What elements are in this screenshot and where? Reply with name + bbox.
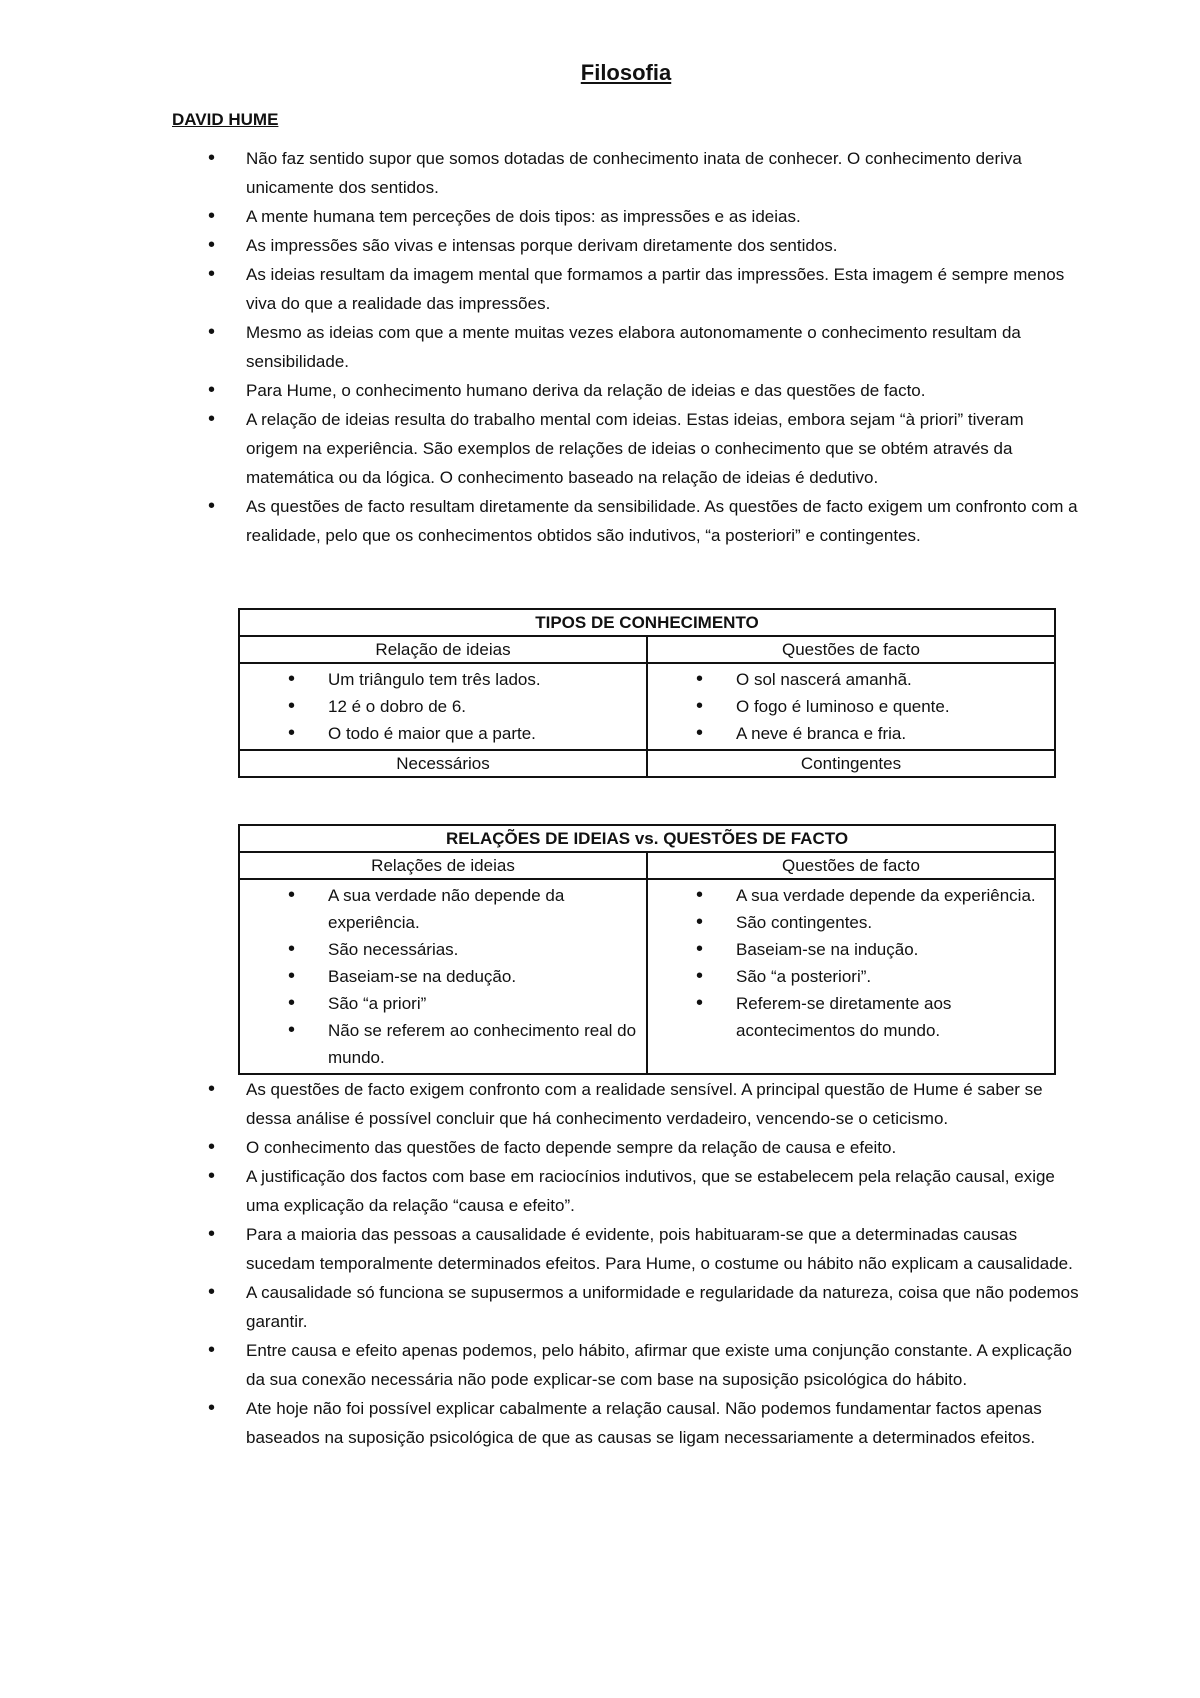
list-item: • A sua verdade depende da experiência. bbox=[736, 882, 1048, 909]
list-item: • As ideias resultam da imagem mental que formamos a partir das impressões. Esta imagem é sempre menos viva do que a realidade das impressões. bbox=[246, 260, 1080, 318]
list-item: • A sua verdade não depende da experiência. bbox=[328, 882, 640, 936]
page-title: Filosofia bbox=[580, 60, 672, 85]
list-item: • As questões de facto resultam diretamente da sensibilidade. As questões de facto exigem um confronto com a realidade, pelo que os conhecimentos obtidos são indutivos, “a posteriori” e contingentes. bbox=[246, 492, 1080, 550]
list-item: • 12 é o dobro de 6. bbox=[328, 693, 640, 720]
list-item: • Referem-se diretamente aos acontecimentos do mundo. bbox=[736, 990, 1048, 1044]
list-item: • O fogo é luminoso e quente. bbox=[736, 693, 1048, 720]
table-cell-right bbox=[647, 879, 1055, 1074]
table-title: RELAÇÕES DE IDEIAS vs. QUESTÕES DE FACTO bbox=[239, 825, 1055, 852]
list-item: • A mente humana tem perceções de dois tipos: as impressões e as ideias. bbox=[246, 202, 1080, 231]
list-item: • Ate hoje não foi possível explicar cabalmente a relação causal. Não podemos fundamentar factos apenas baseados na suposição psicológica de que as causas se ligam necessariamente a determinados efeitos. bbox=[246, 1394, 1080, 1452]
list-item: • O conhecimento das questões de facto depende sempre da relação de causa e efeito. bbox=[246, 1133, 1080, 1162]
list-item: • A relação de ideias resulta do trabalho mental com ideias. Estas ideias, embora sejam “à priori” tiveram origem na experiência. São exemplos de relações de ideias o conhecimento que se obtém através da matemática ou da lógica. O conhecimento baseado na relação de ideias é dedutivo. bbox=[246, 405, 1080, 492]
knowledge-types-table bbox=[238, 608, 1056, 778]
section-heading: DAVID HUME bbox=[172, 110, 279, 129]
list-item: • Mesmo as ideias com que a mente muitas vezes elabora autonomamente o conhecimento resultam da sensibilidade. bbox=[246, 318, 1080, 376]
list-item: • A justificação dos factos com base em raciocínios indutivos, que se estabelecem pela relação causal, exige uma explicação da relação “causa e efeito”. bbox=[246, 1162, 1080, 1220]
list-item: • Não faz sentido supor que somos dotadas de conhecimento inata de conhecer. O conhecimento deriva unicamente dos sentidos. bbox=[246, 144, 1080, 202]
list-item: • Entre causa e efeito apenas podemos, pelo hábito, afirmar que existe uma conjunção constante. A explicação da sua conexão necessária não pode explicar-se com base na suposição psicológica do hábito. bbox=[246, 1336, 1080, 1394]
table-cell-right bbox=[647, 663, 1055, 750]
list-item: • São contingentes. bbox=[736, 909, 1048, 936]
closing-bullet-list bbox=[172, 1075, 1080, 1452]
table-cell-left bbox=[239, 879, 647, 1074]
column-header-left: Relação de ideias bbox=[239, 636, 647, 663]
table-footer-right: Contingentes bbox=[647, 750, 1055, 777]
table-cell-left bbox=[239, 663, 647, 750]
list-item: • São “a priori” bbox=[328, 990, 640, 1017]
list-item: • Para a maioria das pessoas a causalidade é evidente, pois habituaram-se que a determinadas causas sucedam temporalmente determinados efeitos. Para Hume, o costume ou hábito não explicam a causalidade. bbox=[246, 1220, 1080, 1278]
list-item: • As questões de facto exigem confronto com a realidade sensível. A principal questão de Hume é saber se dessa análise é possível concluir que há conhecimento verdadeiro, vencendo-se o ceticismo. bbox=[246, 1075, 1080, 1133]
column-header-right: Questões de facto bbox=[647, 636, 1055, 663]
list-item: • Baseiam-se na indução. bbox=[736, 936, 1048, 963]
list-item: • Para Hume, o conhecimento humano deriva da relação de ideias e das questões de facto. bbox=[246, 376, 1080, 405]
list-item: • As impressões são vivas e intensas porque derivam diretamente dos sentidos. bbox=[246, 231, 1080, 260]
list-item: • A neve é branca e fria. bbox=[736, 720, 1048, 747]
column-header-right: Questões de facto bbox=[647, 852, 1055, 879]
list-item: • Um triângulo tem três lados. bbox=[328, 666, 640, 693]
table-footer-left: Necessários bbox=[239, 750, 647, 777]
intro-bullet-list bbox=[172, 144, 1080, 550]
table-title: TIPOS DE CONHECIMENTO bbox=[239, 609, 1055, 636]
list-item: • São “a posteriori”. bbox=[736, 963, 1048, 990]
list-item: • O sol nascerá amanhã. bbox=[736, 666, 1048, 693]
list-item: • Não se referem ao conhecimento real do mundo. bbox=[328, 1017, 640, 1071]
comparison-table bbox=[238, 824, 1056, 1075]
list-item: • O todo é maior que a parte. bbox=[328, 720, 640, 747]
list-item: • São necessárias. bbox=[328, 936, 640, 963]
column-header-left: Relações de ideias bbox=[239, 852, 647, 879]
list-item: • Baseiam-se na dedução. bbox=[328, 963, 640, 990]
list-item: • A causalidade só funciona se supusermos a uniformidade e regularidade da natureza, coisa que não podemos garantir. bbox=[246, 1278, 1080, 1336]
